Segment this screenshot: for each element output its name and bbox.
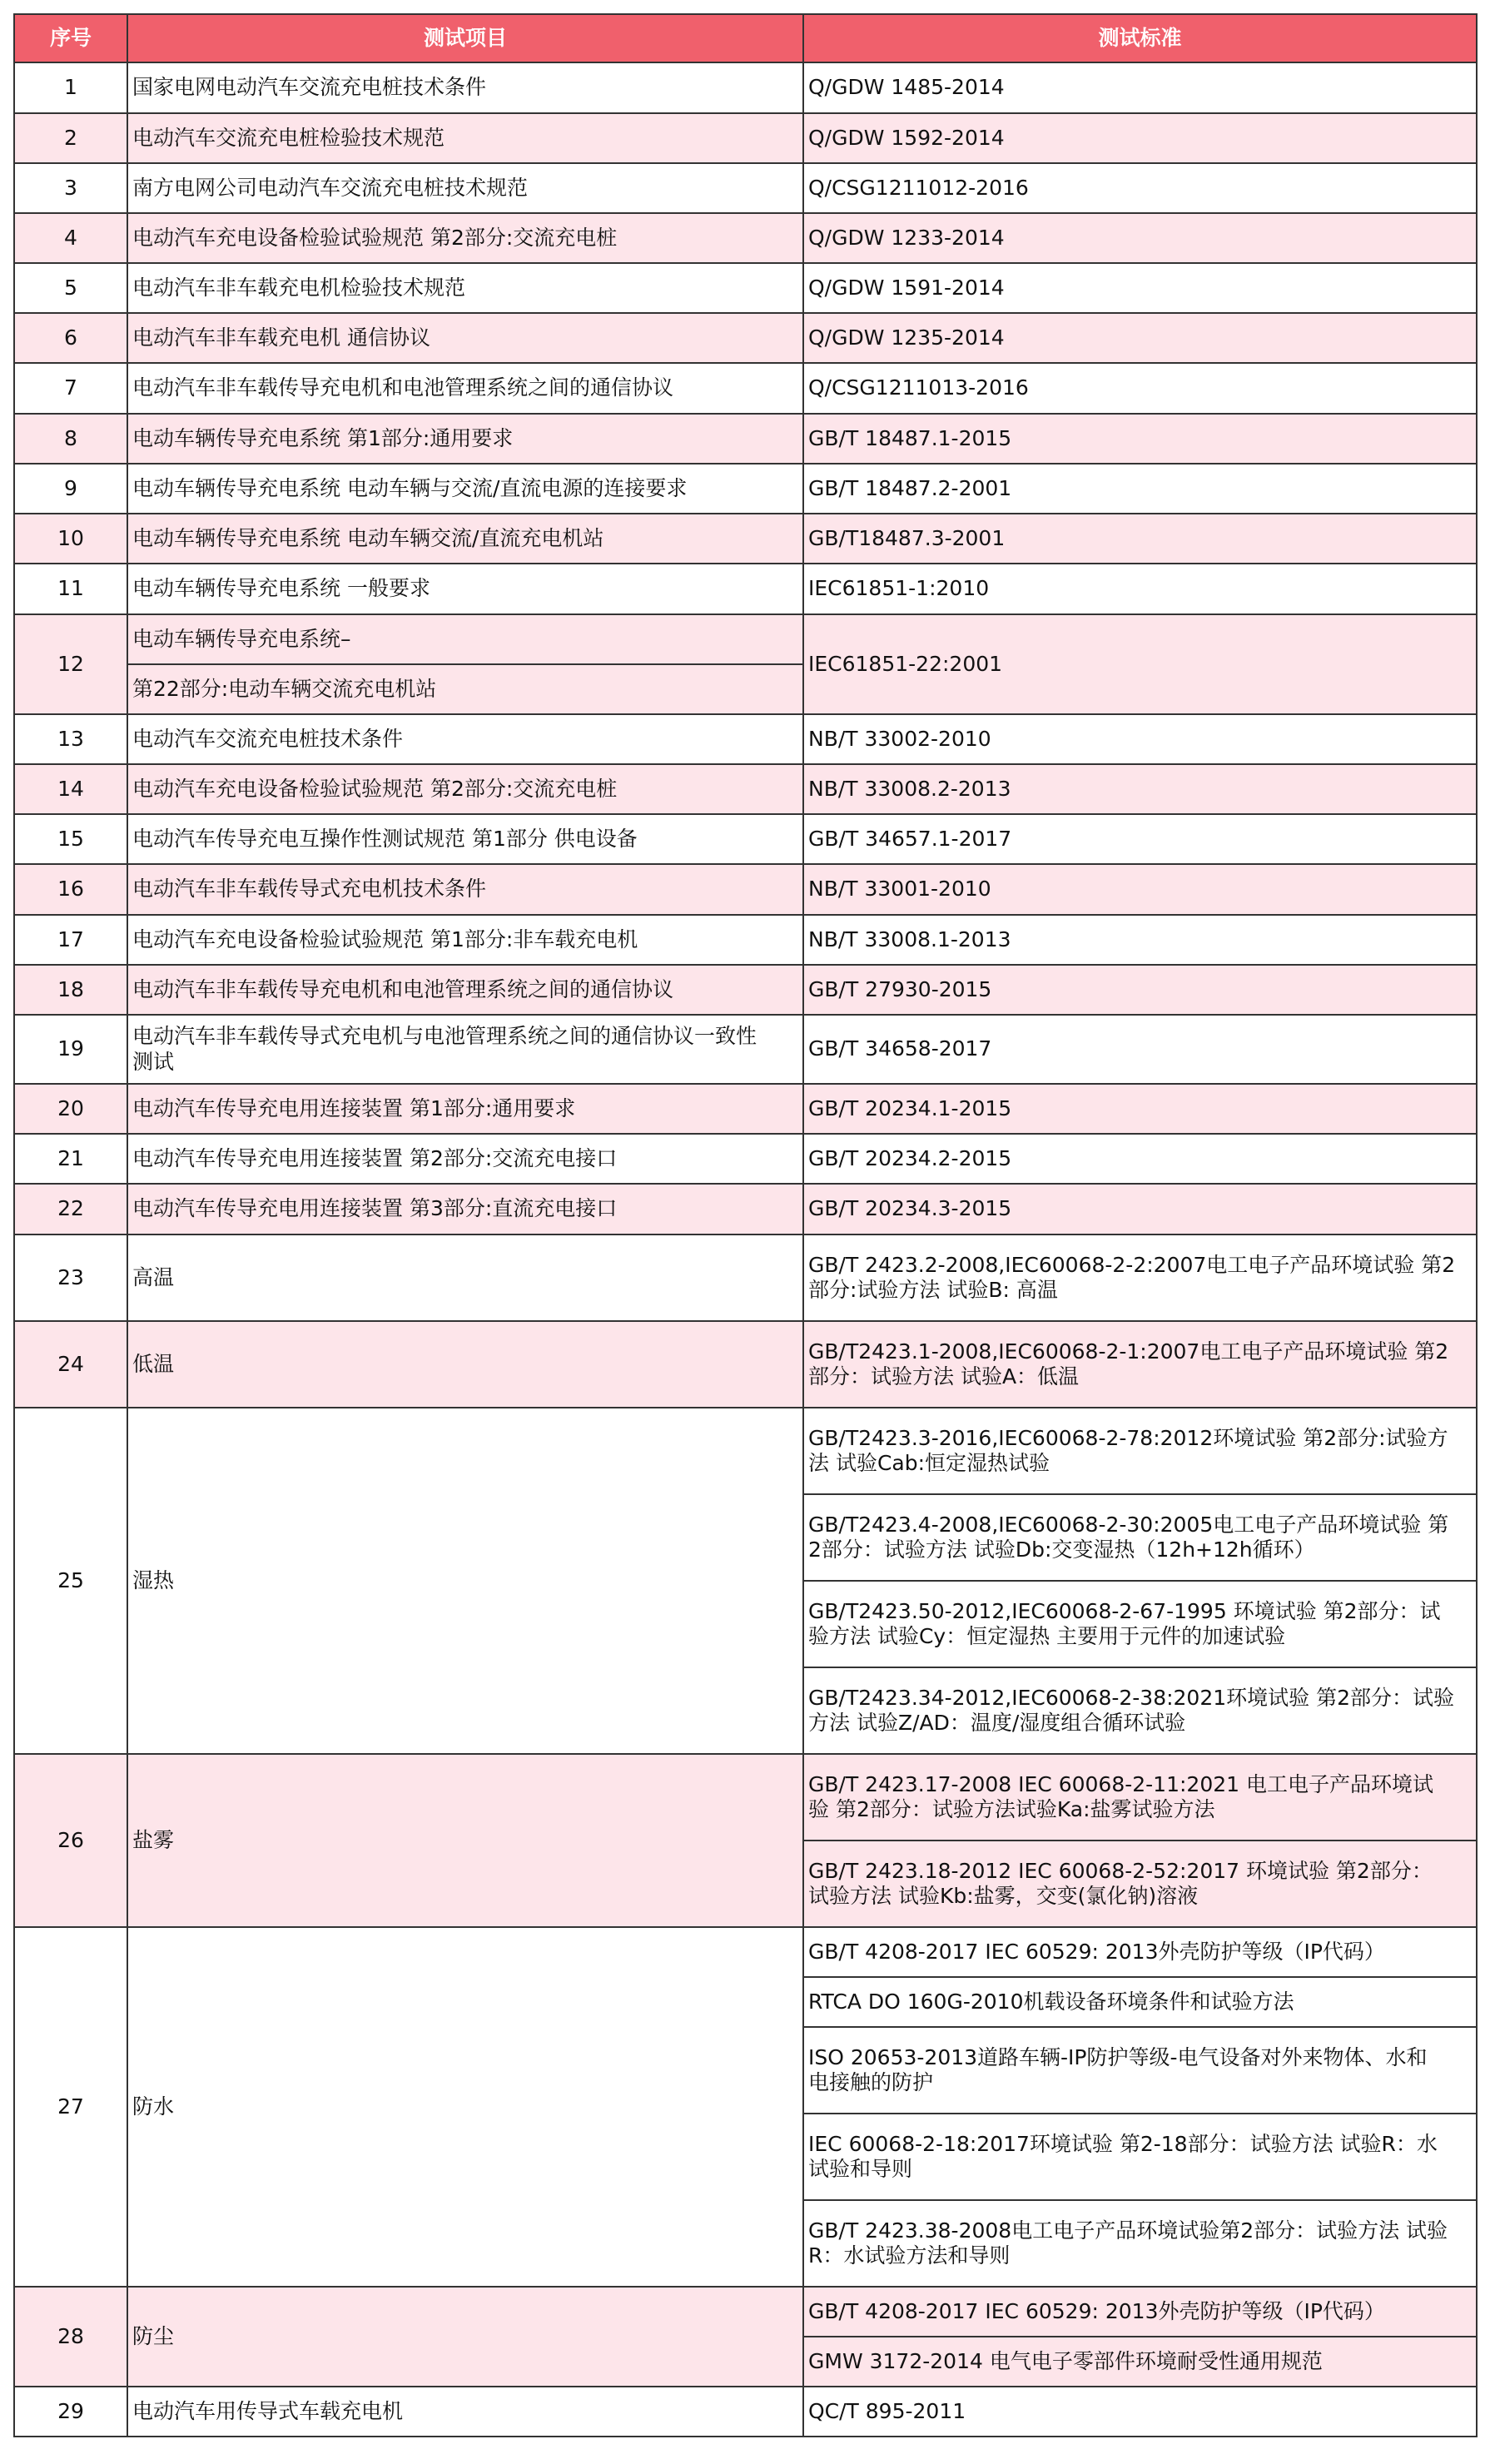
test-standard-cell: Q/CSG1211012-2016 bbox=[804, 164, 1478, 214]
test-standard-cell: Q/GDW 1592-2014 bbox=[804, 114, 1478, 164]
test-standard-cell: GB/T18487.3-2001 bbox=[804, 514, 1478, 564]
test-item-cell: 电动汽车用传导式车载充电机 bbox=[128, 2387, 804, 2437]
test-standard-cell: GB/T 2423.38-2008电工电子产品环境试验第2部分：试验方法 试验 R：水试验方法和导则 bbox=[804, 2201, 1478, 2288]
test-item-cell: 电动车辆传导充电系统 电动车辆与交流/直流电源的连接要求 bbox=[128, 464, 804, 514]
row-number: 13 bbox=[13, 715, 128, 765]
test-item-cell: 电动汽车非车载传导充电机和电池管理系统之间的通信协议 bbox=[128, 364, 804, 415]
row-number: 22 bbox=[13, 1185, 128, 1235]
test-item-cell: 防水 bbox=[128, 1928, 804, 2288]
test-item-cell: 电动汽车传导充电用连接装置 第1部分:通用要求 bbox=[128, 1085, 804, 1135]
test-standard-cell: GB/T 18487.1-2015 bbox=[804, 415, 1478, 464]
row-number: 12 bbox=[13, 615, 128, 715]
test-standard-cell: GB/T 4208-2017 IEC 60529: 2013外壳防护等级（IP代码） bbox=[804, 1928, 1478, 1978]
test-item-cell: 高温 bbox=[128, 1235, 804, 1322]
row-number: 8 bbox=[13, 415, 128, 464]
row-number: 20 bbox=[13, 1085, 128, 1135]
test-standard-cell: Q/CSG1211013-2016 bbox=[804, 364, 1478, 415]
test-standard-cell: GB/T 34658-2017 bbox=[804, 1016, 1478, 1085]
test-item-cell: 电动车辆传导充电系统 一般要求 bbox=[128, 564, 804, 615]
test-standard-cell: GB/T 20234.3-2015 bbox=[804, 1185, 1478, 1235]
test-item-cell: 电动汽车传导充电互操作性测试规范 第1部分 供电设备 bbox=[128, 815, 804, 865]
header-test-item: 测试项目 bbox=[128, 13, 804, 63]
row-number: 29 bbox=[13, 2387, 128, 2437]
test-item-cell: 电动汽车传导充电用连接装置 第2部分:交流充电接口 bbox=[128, 1135, 804, 1185]
row-number: 19 bbox=[13, 1016, 128, 1085]
test-standard-cell: RTCA DO 160G-2010机载设备环境条件和试验方法 bbox=[804, 1978, 1478, 2028]
row-number: 17 bbox=[13, 916, 128, 966]
row-number: 26 bbox=[13, 1755, 128, 1928]
row-number: 24 bbox=[13, 1322, 128, 1408]
row-number: 10 bbox=[13, 514, 128, 564]
row-number: 15 bbox=[13, 815, 128, 865]
test-item-cell: 电动车辆传导充电系统– bbox=[128, 615, 804, 665]
test-item-cell: 湿热 bbox=[128, 1408, 804, 1755]
test-item-cell: 电动汽车充电设备检验试验规范 第2部分:交流充电桩 bbox=[128, 765, 804, 815]
test-standard-cell: ISO 20653-2013道路车辆-IP防护等级-电气设备对外来物体、水和 电接触的防护 bbox=[804, 2028, 1478, 2114]
test-standard-cell: GB/T 20234.1-2015 bbox=[804, 1085, 1478, 1135]
test-standard-cell: GB/T2423.3-2016,IEC60068-2-78:2012环境试验 第2部分:试验方 法 试验Cab:恒定湿热试验 bbox=[804, 1408, 1478, 1495]
test-item-cell: 电动汽车非车载传导式充电机技术条件 bbox=[128, 865, 804, 916]
row-number: 1 bbox=[13, 63, 128, 114]
row-number: 6 bbox=[13, 314, 128, 364]
test-standard-cell: NB/T 33002-2010 bbox=[804, 715, 1478, 765]
row-number: 25 bbox=[13, 1408, 128, 1755]
row-number: 11 bbox=[13, 564, 128, 615]
row-number: 23 bbox=[13, 1235, 128, 1322]
test-standard-cell: GB/T2423.50-2012,IEC60068-2-67-1995 环境试验 第2部分：试 验方法 试验Cy：恒定湿热 主要用于元件的加速试验 bbox=[804, 1582, 1478, 1668]
test-standard-cell: IEC61851-1:2010 bbox=[804, 564, 1478, 615]
row-number: 4 bbox=[13, 214, 128, 264]
test-standard-cell: GB/T2423.34-2012,IEC60068-2-38:2021环境试验 第2部分：试验 方法 试验Z/AD：温度/湿度组合循环试验 bbox=[804, 1668, 1478, 1755]
test-item-cell: 盐雾 bbox=[128, 1755, 804, 1928]
test-item-cell: 国家电网电动汽车交流充电桩技术条件 bbox=[128, 63, 804, 114]
test-standard-cell: GB/T 34657.1-2017 bbox=[804, 815, 1478, 865]
test-standard-cell: IEC61851-22:2001 bbox=[804, 615, 1478, 715]
test-standard-cell: GB/T 2423.2-2008,IEC60068-2-2:2007电工电子产品环境试验 第2 部分:试验方法 试验B: 高温 bbox=[804, 1235, 1478, 1322]
row-number: 7 bbox=[13, 364, 128, 415]
test-standard-cell: NB/T 33001-2010 bbox=[804, 865, 1478, 916]
test-standard-cell: Q/GDW 1233-2014 bbox=[804, 214, 1478, 264]
test-item-cell: 电动汽车充电设备检验试验规范 第2部分:交流充电桩 bbox=[128, 214, 804, 264]
test-item-cell: 电动汽车交流充电桩技术条件 bbox=[128, 715, 804, 765]
test-standard-cell: GB/T 18487.2-2001 bbox=[804, 464, 1478, 514]
test-item-cell: 电动汽车交流充电桩检验技术规范 bbox=[128, 114, 804, 164]
test-standard-cell: Q/GDW 1235-2014 bbox=[804, 314, 1478, 364]
test-standard-cell: GB/T2423.4-2008,IEC60068-2-30:2005电工电子产品环境试验 第 2部分：试验方法 试验Db:交变湿热（12h+12h循环） bbox=[804, 1495, 1478, 1582]
test-item-cell: 电动汽车非车载充电机 通信协议 bbox=[128, 314, 804, 364]
test-standard-cell: GB/T2423.1-2008,IEC60068-2-1:2007电工电子产品环境试验 第2 部分：试验方法 试验A：低温 bbox=[804, 1322, 1478, 1408]
test-item-cell: 电动汽车充电设备检验试验规范 第1部分:非车载充电机 bbox=[128, 916, 804, 966]
header-test-standard: 测试标准 bbox=[804, 13, 1478, 63]
row-number: 27 bbox=[13, 1928, 128, 2288]
row-number: 5 bbox=[13, 264, 128, 314]
test-standard-cell: Q/GDW 1485-2014 bbox=[804, 63, 1478, 114]
test-item-cell: 电动汽车传导充电用连接装置 第3部分:直流充电接口 bbox=[128, 1185, 804, 1235]
row-number: 2 bbox=[13, 114, 128, 164]
test-item-cell: 第22部分:电动车辆交流充电机站 bbox=[128, 665, 804, 715]
test-standard-cell: GMW 3172-2014 电气电子零部件环境耐受性通用规范 bbox=[804, 2337, 1478, 2387]
test-standard-cell: GB/T 4208-2017 IEC 60529: 2013外壳防护等级（IP代码） bbox=[804, 2288, 1478, 2337]
test-standard-cell: GB/T 27930-2015 bbox=[804, 966, 1478, 1016]
test-standard-cell: NB/T 33008.1-2013 bbox=[804, 916, 1478, 966]
test-item-cell: 电动汽车非车载传导式充电机与电池管理系统之间的通信协议一致性 测试 bbox=[128, 1016, 804, 1085]
row-number: 16 bbox=[13, 865, 128, 916]
row-number: 28 bbox=[13, 2288, 128, 2387]
test-standard-cell: GB/T 2423.17-2008 IEC 60068-2-11:2021 电工电子产品环境试 验 第2部分：试验方法试验Ka:盐雾试验方法 bbox=[804, 1755, 1478, 1841]
test-item-cell: 南方电网公司电动汽车交流充电桩技术规范 bbox=[128, 164, 804, 214]
test-standard-cell: GB/T 2423.18-2012 IEC 60068-2-52:2017 环境试验 第2部分： 试验方法 试验Kb:盐雾，交变(氯化钠)溶液 bbox=[804, 1841, 1478, 1928]
test-item-cell: 电动汽车非车载充电机检验技术规范 bbox=[128, 264, 804, 314]
test-standard-cell: IEC 60068-2-18:2017环境试验 第2-18部分：试验方法 试验R：水 试验和导则 bbox=[804, 2114, 1478, 2201]
test-item-cell: 电动车辆传导充电系统 第1部分:通用要求 bbox=[128, 415, 804, 464]
test-standard-cell: QC/T 895-2011 bbox=[804, 2387, 1478, 2437]
row-number: 18 bbox=[13, 966, 128, 1016]
row-number: 14 bbox=[13, 765, 128, 815]
header-no: 序号 bbox=[13, 13, 128, 63]
test-standard-cell: GB/T 20234.2-2015 bbox=[804, 1135, 1478, 1185]
test-item-cell: 电动车辆传导充电系统 电动车辆交流/直流充电机站 bbox=[128, 514, 804, 564]
row-number: 9 bbox=[13, 464, 128, 514]
test-standard-cell: NB/T 33008.2-2013 bbox=[804, 765, 1478, 815]
test-item-cell: 防尘 bbox=[128, 2288, 804, 2387]
row-number: 21 bbox=[13, 1135, 128, 1185]
test-standard-cell: Q/GDW 1591-2014 bbox=[804, 264, 1478, 314]
test-item-cell: 电动汽车非车载传导充电机和电池管理系统之间的通信协议 bbox=[128, 966, 804, 1016]
test-item-cell: 低温 bbox=[128, 1322, 804, 1408]
row-number: 3 bbox=[13, 164, 128, 214]
